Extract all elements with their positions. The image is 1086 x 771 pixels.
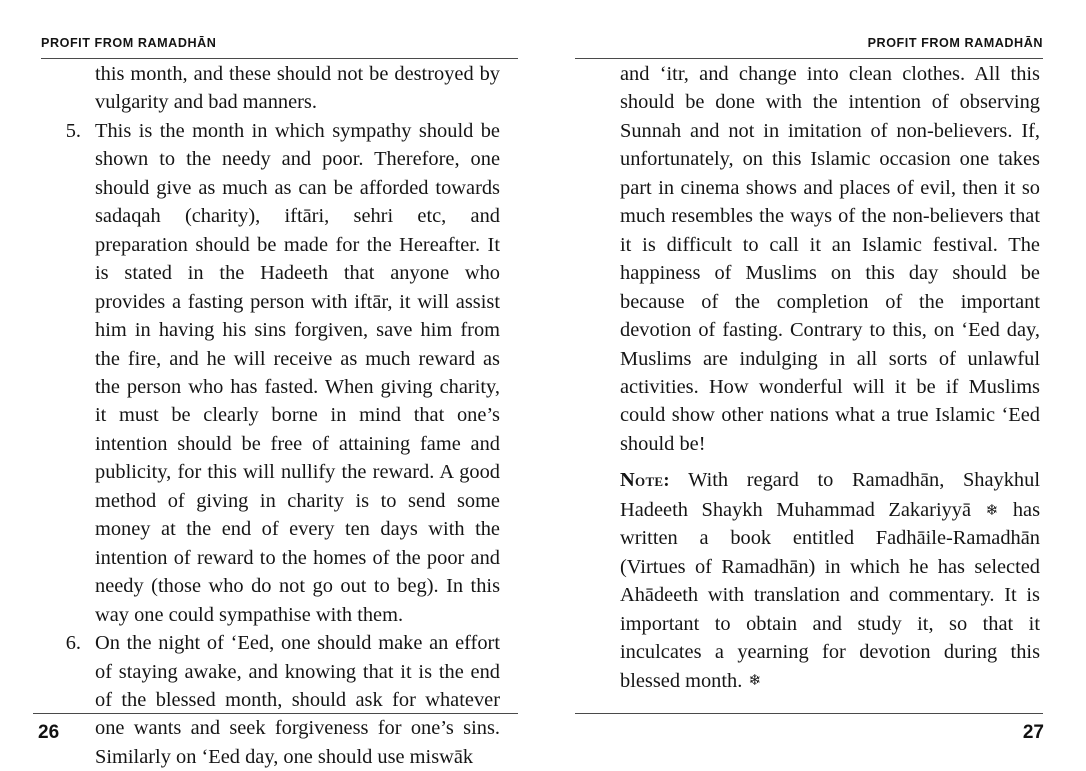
header-rule-right xyxy=(575,58,1043,59)
note-text-part-one: With regard to Ramadhān, Shaykhul Hadeeth Shaykh Muhammad Zakariyyā xyxy=(620,469,1040,521)
list-item-number: 5. xyxy=(65,119,81,142)
note-label-rest: ote: xyxy=(635,471,670,492)
note-paragraph xyxy=(620,466,1040,695)
list-item xyxy=(53,629,500,771)
continuation-paragraph: this month, and these should not be destroyed by vulgarity and bad manners. xyxy=(95,63,500,114)
list-item-number: 6. xyxy=(65,632,81,655)
note-label xyxy=(620,471,670,491)
note-text-part-two: has written a book entitled Fadhāile-Ramadhān (Virtues of Ramadhān) in which he has selected Ahādeeth with translation and commentary. It is important to obtain and study it, so that it inculcates a yearning for devotion during this blessed month. xyxy=(620,498,1041,692)
footer-rule-right xyxy=(575,713,1043,714)
header-rule-left xyxy=(41,58,518,59)
running-head-left: PROFIT FROM RAMADHĀN xyxy=(41,36,217,50)
running-head-right: PROFIT FROM RAMADHĀN xyxy=(867,36,1043,50)
page-gutter xyxy=(518,0,575,770)
end-ornament-icon: ❄ xyxy=(748,673,762,690)
footer-rule-left xyxy=(33,713,518,714)
body-text-right xyxy=(620,60,1040,695)
page-left xyxy=(0,0,543,770)
list-item-text: On the night of ‘Eed, one should make an effort of staying awake, and knowing that it is the end of the blessed month, should ask for whatever one wants and seek forgiveness for one’s sins. Similarly on ‘Eed day, one should use miswāk xyxy=(95,632,500,768)
page-right xyxy=(543,0,1086,770)
page-number-left: 26 xyxy=(38,722,60,743)
note-label-cap: N xyxy=(620,469,636,492)
body-paragraph: and ‘itr, and change into clean clothes. All this should be done with the intention of observing Sunnah and not in imitation of non-believers. If, unfortunately, on this Islamic occasion one takes part in cinema shows and places of evil, then it so much resembles the ways of the non-believers that it is difficult to call it an Islamic festival. The happiness of Muslims on this day should be because of the completion of the important devotion of fasting. Contrary to this, on ‘Eed day, Muslims are indulging in all sorts of unlawful activities. How wonderful will it be if Muslims could show other nations what a true Islamic ‘Eed should be! xyxy=(620,63,1040,455)
honorific-ornament-icon: ❄ xyxy=(985,502,999,519)
body-text-left xyxy=(53,60,500,771)
page-number-right: 27 xyxy=(1022,722,1044,743)
list-item-text: This is the month in which sympathy should be shown to the needy and poor. Therefore, one should give as much as can be afforded towards sadaqah (charity), iftāri, sehri etc, and preparation should be made for the Hereafter. It is stated in the Hadeeth that anyone who provides a fasting person with iftār, it will assist him in having his sins forgiven, save him from the fire, and he will receive as much reward as the person who has fasted. When giving charity, it must be clearly borne in mind that one’s intention should be free of attaining fame and publicity, for this will nullify the reward. A good method of giving in charity is to send some money at the end of every ten days with the intention of reward to the homes of the poor and needy (those who do not go out to beg). In this way one could sympathise with them. xyxy=(95,119,500,626)
list-item xyxy=(53,117,500,629)
